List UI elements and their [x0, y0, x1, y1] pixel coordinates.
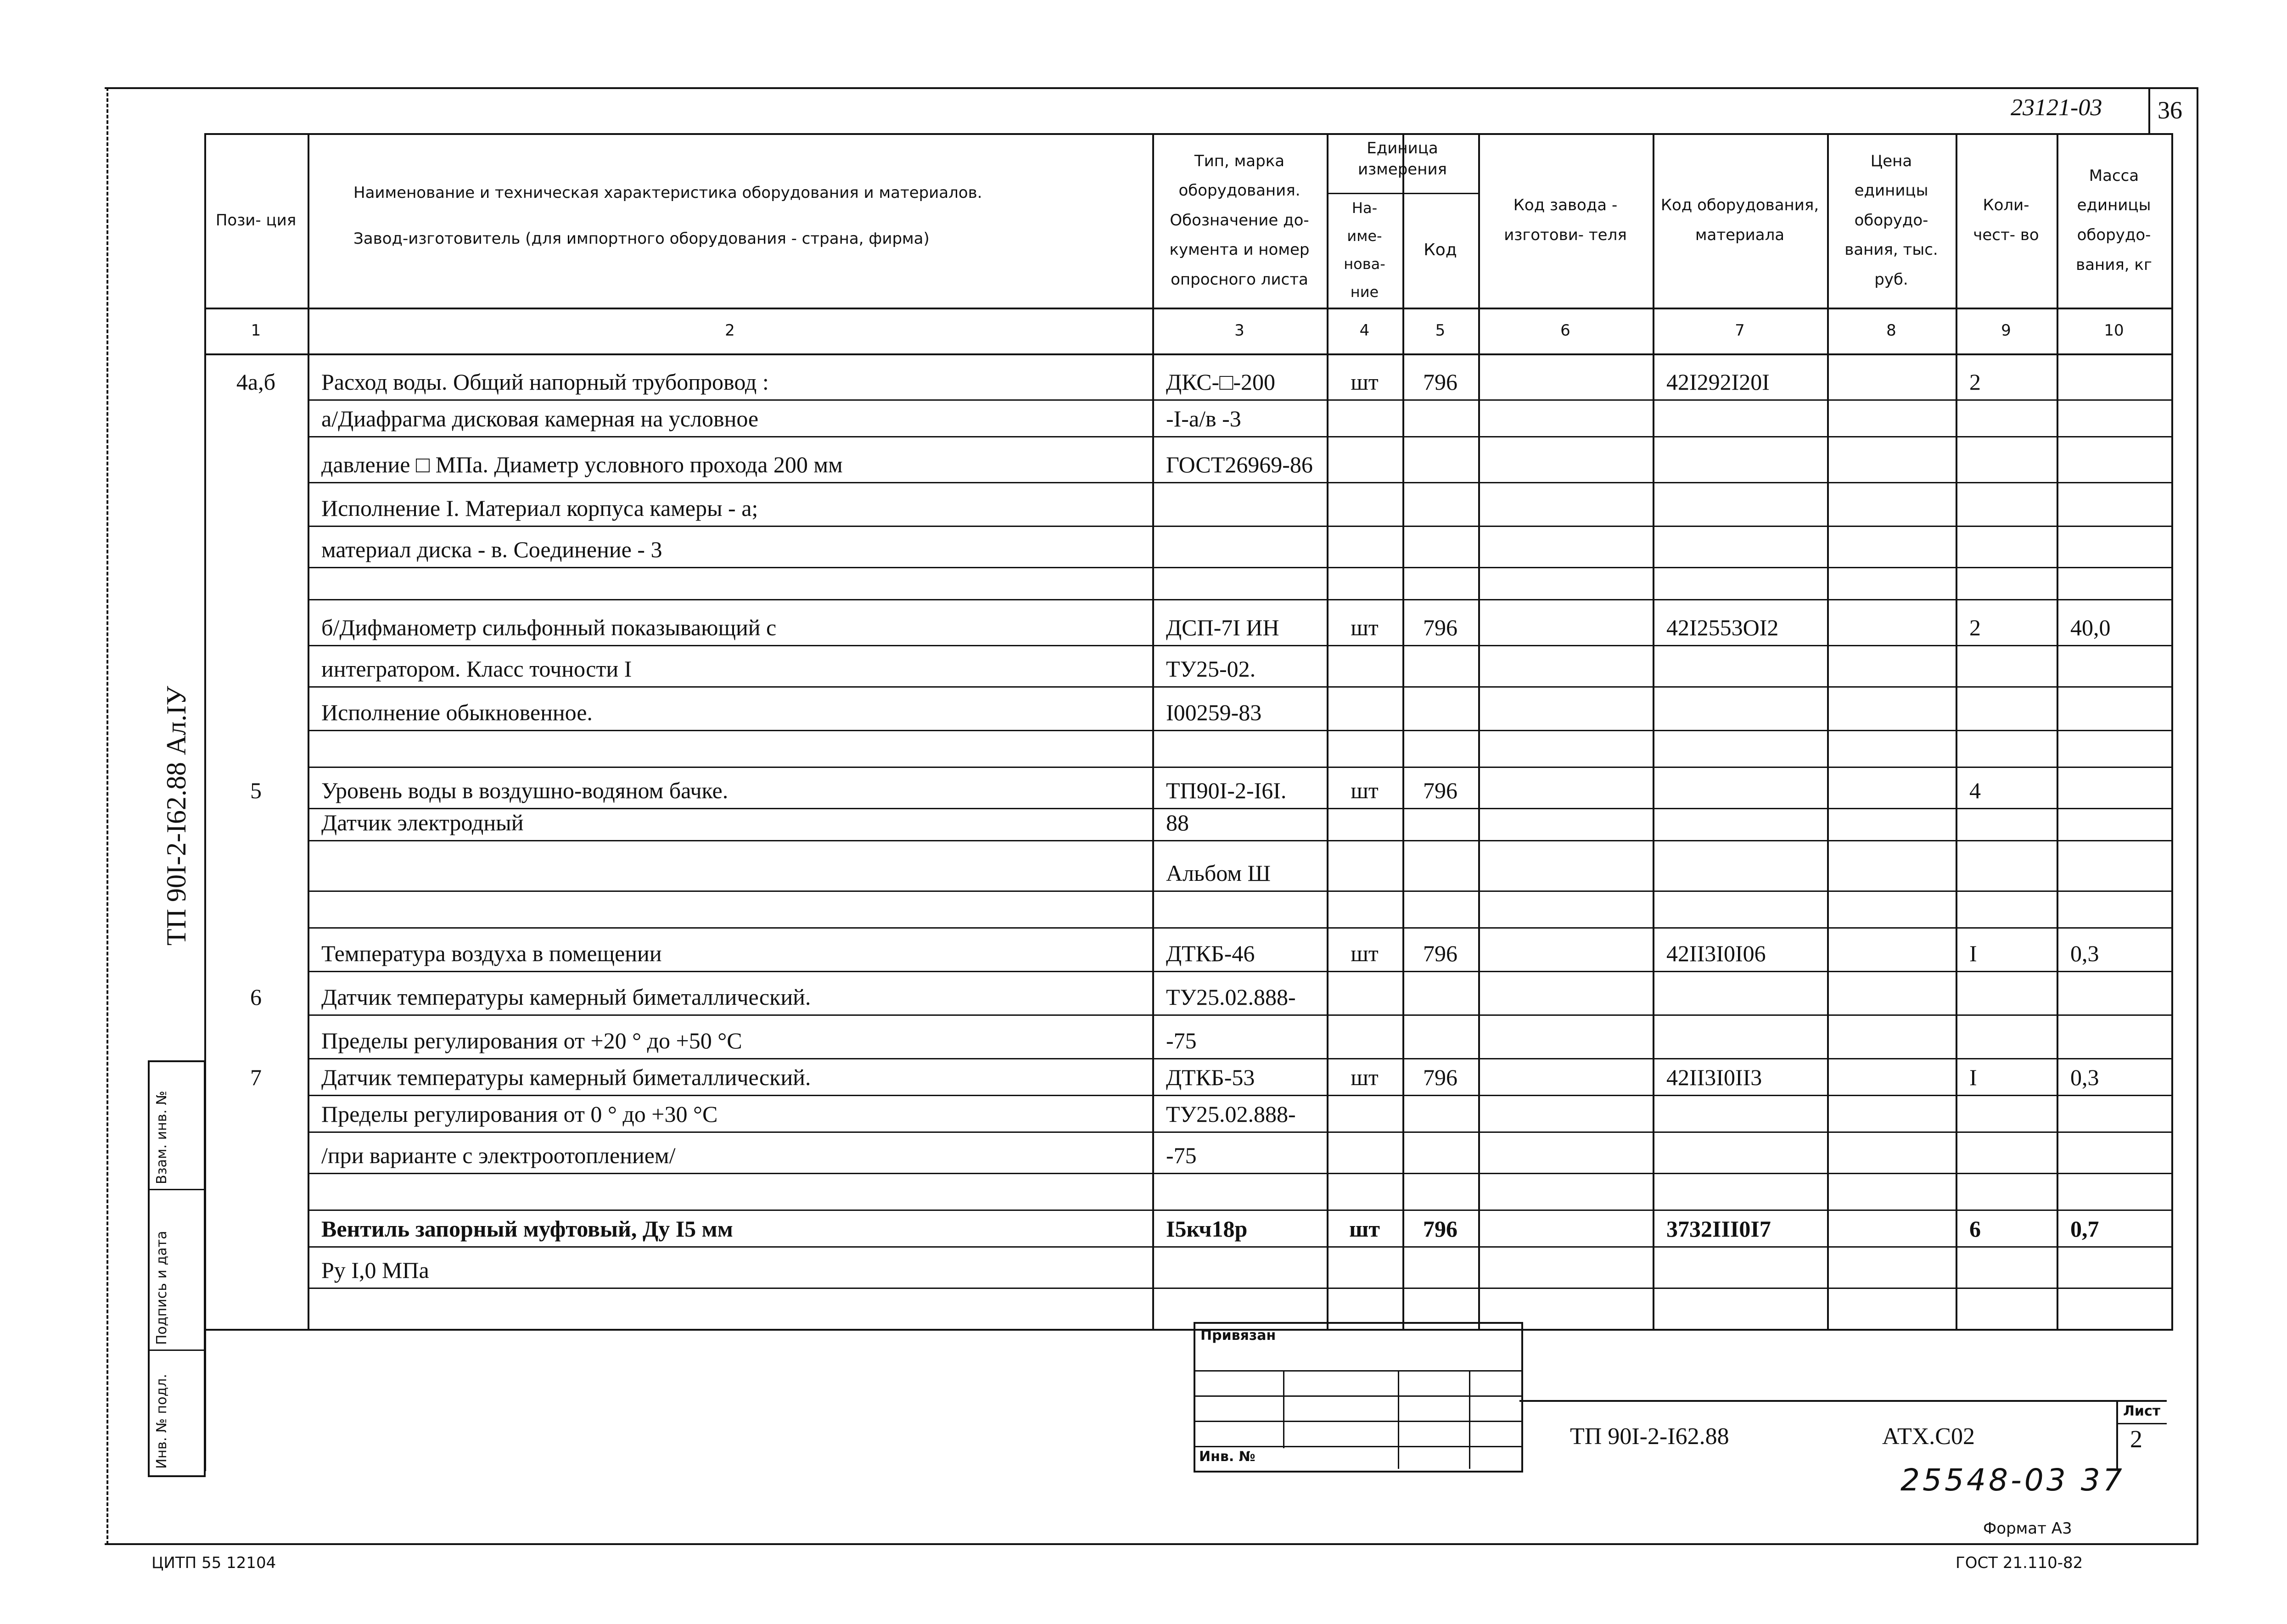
- row-rule: [308, 1288, 2173, 1289]
- cell-name: б/Дифманометр сильфонный показывающий с: [321, 615, 777, 640]
- frame-right: [2197, 87, 2198, 1545]
- cell-name: Датчик электродный: [321, 810, 524, 835]
- cell-mat: 3732III0I7: [1666, 1216, 1771, 1242]
- cell-type: I00259-83: [1166, 700, 1262, 725]
- col-header-unit-code: Код: [1424, 240, 1457, 259]
- cell-type: ТУ25-02.: [1166, 656, 1256, 682]
- cell-mat: 42I2553OI2: [1666, 615, 1779, 640]
- cell-type: ДТКБ-46: [1166, 941, 1255, 966]
- cell-type: ДТКБ-53: [1166, 1064, 1255, 1090]
- cell-unit: шт: [1351, 941, 1379, 966]
- cell-type: -75: [1166, 1028, 1197, 1053]
- col-number: 7: [1735, 321, 1745, 340]
- cell-name: Датчик температуры камерный биметаллический.: [321, 984, 811, 1010]
- sheet-code: АТХ.С02: [1882, 1423, 1975, 1450]
- cell-mass: 0,3: [2070, 1064, 2099, 1090]
- cell-unit: шт: [1349, 1216, 1380, 1242]
- cell-type: I5кч18р: [1166, 1216, 1248, 1242]
- cell-name: Уровень воды в воздушно-водяном бачке.: [321, 778, 729, 803]
- col-number: 5: [1435, 321, 1446, 340]
- col-number: 3: [1234, 321, 1244, 340]
- row-rule: [308, 436, 2173, 437]
- cell-qty: 6: [1969, 1216, 1981, 1242]
- gost-label: ГОСТ 21.110-82: [1956, 1554, 2083, 1572]
- cell-pos: 7: [250, 1064, 262, 1090]
- row-rule: [308, 1014, 2173, 1016]
- col-header-price: Цена единицы оборудо- вания, тыс. руб.: [1844, 151, 1938, 289]
- row-rule: [308, 1210, 2173, 1211]
- cell-code: 796: [1423, 778, 1457, 803]
- cell-unit: шт: [1351, 1064, 1379, 1090]
- col-header-unit-name: На- име- нова- ние: [1344, 199, 1385, 301]
- row-rule: [308, 927, 2173, 929]
- frame-top: [105, 87, 2198, 89]
- cell-name: материал диска - в. Соединение - 3: [321, 537, 662, 562]
- cell-name: Пределы регулирования от +20 ° до +50 °С: [321, 1028, 742, 1053]
- row-rule: [308, 890, 2173, 892]
- col-header-quantity: Коли- чест- во: [1973, 196, 2039, 244]
- col-header-position: Пози- ция: [215, 211, 297, 230]
- row-rule: [308, 645, 2173, 646]
- row-rule: [308, 767, 2173, 768]
- col-number: 10: [2104, 321, 2124, 340]
- col-number: 2: [725, 321, 735, 340]
- side-vertical-doc-code: ТП 90I-2-I62.88 Ал.IУ: [161, 686, 191, 946]
- cell-type: ТП90I-2-I6I.: [1166, 778, 1287, 803]
- cell-mat: 42II3I0I06: [1666, 941, 1766, 966]
- row-rule: [308, 686, 2173, 688]
- frame-bottom: [105, 1543, 2198, 1545]
- cell-mass: 0,3: [2070, 941, 2099, 966]
- cell-name: Датчик температуры камерный биметаллический.: [321, 1064, 811, 1090]
- cell-type: ДСП-7I ИН: [1166, 615, 1279, 640]
- col-number: 6: [1560, 321, 1570, 340]
- cell-pos: 6: [250, 984, 262, 1010]
- cell-type: ГОСТ26969-86: [1166, 452, 1313, 477]
- col-header-factory-code: Код завода - изготови- теля: [1504, 196, 1627, 244]
- privyazan-label: Привязан: [1200, 1327, 1276, 1344]
- col-header-unit-group: Единица измерения: [1357, 139, 1447, 179]
- col-header-name-line1: Наименование и техническая характеристика оборудования и материалов.: [353, 184, 982, 202]
- cell-mass: 40,0: [2070, 615, 2111, 640]
- corner-divider: [2148, 87, 2150, 133]
- cell-qty: 2: [1969, 369, 1981, 395]
- row-rule: [308, 971, 2173, 972]
- row-rule: [308, 1173, 2173, 1174]
- row-rule: [308, 1131, 2173, 1133]
- cell-qty: I: [1969, 941, 1977, 966]
- cell-name: Исполнение I. Материал корпуса камеры - а;: [321, 495, 758, 521]
- cell-mass: 0,7: [2070, 1216, 2099, 1242]
- col-number: 8: [1886, 321, 1896, 340]
- page-number-top: 36: [2158, 96, 2182, 124]
- cell-type: ТУ25.02.888-: [1166, 1101, 1296, 1127]
- stamp-label-signature: Подпись и дата: [154, 1231, 170, 1345]
- row-rule: [308, 840, 2173, 841]
- list-label: Лист: [2123, 1403, 2161, 1419]
- cell-name: Расход воды. Общий напорный трубопровод :: [321, 369, 769, 395]
- cell-type: -75: [1166, 1142, 1197, 1168]
- row-rule: [308, 1246, 2173, 1248]
- row-rule: [308, 482, 2173, 483]
- column-rule: [2171, 133, 2173, 1329]
- row-rule: [308, 1058, 2173, 1059]
- col-header-equipment-code: Код оборудования, материала: [1660, 196, 1819, 244]
- colnum-bottom-rule: [204, 353, 2173, 355]
- format-label: Формат А3: [1983, 1519, 2072, 1538]
- cell-mat: 42I292I20I: [1666, 369, 1770, 395]
- cell-qty: 4: [1969, 778, 1981, 803]
- cell-name: Вентиль запорный муфтовый, Ду I5 мм: [321, 1216, 733, 1242]
- col-header-name-line2: Завод-изготовитель (для импортного оборудования - страна, фирма): [353, 230, 930, 248]
- cell-code: 796: [1423, 1216, 1457, 1242]
- cell-type: Альбом Ш: [1166, 860, 1271, 886]
- inv-no-label: Инв. №: [1199, 1449, 1256, 1465]
- list-value: 2: [2130, 1425, 2142, 1453]
- col-number: 1: [251, 321, 261, 340]
- row-rule: [308, 399, 2173, 401]
- cell-qty: 2: [1969, 615, 1981, 640]
- col-header-mass: Масса единицы оборудо- вания, кг: [2076, 166, 2152, 274]
- col-number: 4: [1359, 321, 1370, 340]
- cell-unit: шт: [1351, 369, 1379, 395]
- col-number: 9: [2001, 321, 2011, 340]
- print-label: ЦИТП 55 12104: [151, 1554, 276, 1572]
- cell-name: /при варианте с электроотоплением/: [321, 1142, 676, 1168]
- handwritten-number: 25548-03 37: [1900, 1462, 2125, 1498]
- cell-name: давление □ МПа. Диаметр условного прохода 200 мм: [321, 452, 843, 477]
- cell-name: а/Диафрагма дисковая камерная на условное: [321, 406, 759, 431]
- cell-name: интегратором. Класс точности I: [321, 656, 632, 682]
- cell-code: 796: [1423, 615, 1457, 640]
- cell-code: 796: [1423, 369, 1457, 395]
- col-header-type: Тип, марка оборудования. Обозначение до- кумента и номер опросного листа: [1169, 151, 1310, 289]
- cell-name: Пределы регулирования от 0 ° до +30 °С: [321, 1101, 718, 1127]
- row-rule: [308, 599, 2173, 600]
- cell-pos: 4а,б: [236, 369, 276, 395]
- cell-mat: 42II3I0II3: [1666, 1064, 1762, 1090]
- doc-code: ТП 90I-2-I62.88: [1570, 1423, 1729, 1450]
- cell-type: -I-а/в -3: [1166, 406, 1241, 431]
- cell-qty: I: [1969, 1064, 1977, 1090]
- corner-code: 23121-03: [2011, 95, 2102, 121]
- stamp-label-zam: Взам. инв. №: [154, 1091, 170, 1184]
- table-bottom-rule: [204, 1329, 2173, 1331]
- stamp-label-inv: Инв. № подл.: [154, 1374, 170, 1469]
- cell-name: Ру I,0 МПа: [321, 1257, 429, 1283]
- row-rule: [308, 808, 2173, 809]
- cell-pos: 5: [250, 778, 262, 803]
- cell-name: Температура воздуха в помещении: [321, 941, 662, 966]
- cell-type: ТУ25.02.888-: [1166, 984, 1296, 1010]
- row-rule: [308, 730, 2173, 731]
- cell-type: ДКС-□-200: [1166, 369, 1276, 395]
- cell-unit: шт: [1351, 615, 1379, 640]
- row-rule: [308, 526, 2173, 527]
- cell-unit: шт: [1351, 778, 1379, 803]
- row-rule: [308, 567, 2173, 568]
- cell-type: 88: [1166, 810, 1189, 835]
- cell-name: Исполнение обыкновенное.: [321, 700, 593, 725]
- col-header-name: [308, 170, 1152, 262]
- row-rule: [308, 1095, 2173, 1096]
- cell-code: 796: [1423, 1064, 1457, 1090]
- frame-left: [107, 87, 108, 1545]
- cell-code: 796: [1423, 941, 1457, 966]
